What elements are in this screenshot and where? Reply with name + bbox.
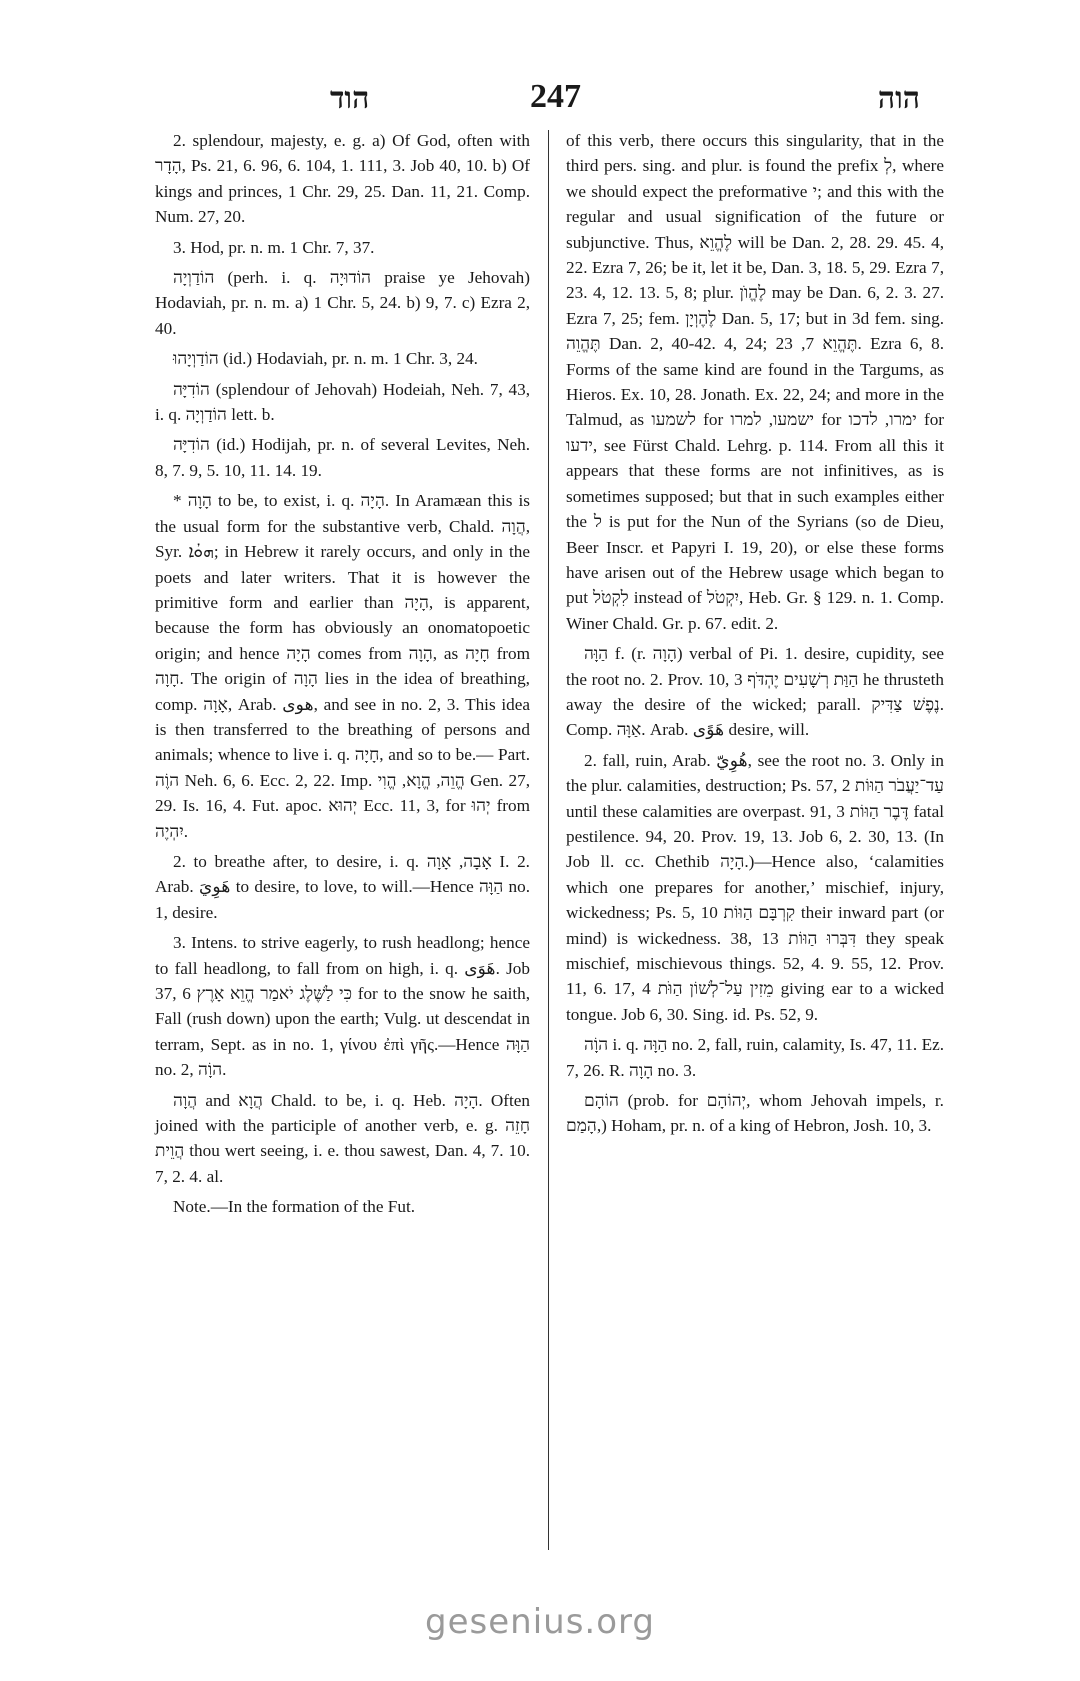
dictionary-entry: 3. Intens. to strive eagerly, to rush headlong; hence to fall headlong, to fall from on high, i. q. هَوَى. Job 37, 6 כִּי לַשֶּׁלֶג יֹאמַר הֱוֵא אָרֶץ for to the snow he saith, Fall (rush down) upon the earth; Vulg. ut descendat in terram, Sept. as in no. 1, γίνου ἐπὶ γῆς.—Hence הַוָּה no. 2, הוָֹה.	[155, 933, 531, 1080]
dictionary-entry: 2. to breathe after, to desire, i. q. אָבָה, אָוָה I. 2. Arab. هَوِيَ to desire, to love, to will.—Hence הַוָּה no. 1, desire.	[155, 851, 531, 922]
dictionary-entry: הַוָּה f. (r. הָוָה) verbal of Pi. 1. desire, cupidity, see the root no. 2. Prov. 10, 3 הַוַּת רְשָׁעִים יֶהְדֹּף he thrusteth away the desire of the wicked; parall. נֶפֶשׁ צַדִּיק. Comp. אַוָּה. Arab. هَوًى desire, will.	[566, 644, 945, 740]
dictionary-entry: הוָֹה i. q. הַוָּה no. 2, fall, ruin, calamity, Is. 47, 11. Ez. 7, 26. R. הָוָה no. 3.	[566, 1035, 944, 1080]
dictionary-entry: 2. fall, ruin, Arab. هُوِيّ, see the root no. 3. Only in the plur. calamities, destruction; Ps. 57, 2 עַד־יַעֲבֹר הַוּוֹת until these calamities are overpast. 91, 3 דֶּבֶר הַוּוֹת fatal pestilence. 94, 20. Prov. 19, 13. Job 6, 2. 30, 13. (In Job ll. cc. Chethib הָיָה.)—Hence also, ‘calamities which one prepares for another,’ mischief, injury, wickedness; Ps. 5, 10 קִרְבָּם הַוּוֹת their inward part (or mind) is wickedness. 38, 13 דִּבְּרוּ הַוּוֹת they speak mischief, mischievous things. 52, 4. 9. 55, 12. Prov. 11, 6. 17, 4 מֵזִין עַל־לְשׁוֹן הַוֹּת giving ear to a wicked tongue. Job 6, 30. Sing. id. Ps. 52, 9.	[566, 750, 945, 1024]
right-column	[566, 128, 944, 1144]
dictionary-entry: 2. splendour, majesty, e. g. a) Of God, often with הָדָר, Ps. 21, 6. 96, 6. 104, 1. 111, 3. Job 40, 10. b) Of kings and princes, 1 Chr. 29, 25. Dan. 11, 21. Comp. Num. 27, 20.	[155, 131, 530, 227]
header-right-word: הוה	[877, 82, 920, 115]
dictionary-entry: הֲוָה and הֲוָא Chald. to be, i. q. Heb. הָיָה. Often joined with the participle of another verb, e. g. חָזֵה הֲוֵית thou wert seeing, i. e. thou sawest, Dan. 4, 7. 10. 7, 2. 4. al.	[155, 1090, 530, 1186]
dictionary-entry: of this verb, there occurs this singularity, that in the third pers. sing. and plur. is found the prefix לְ, where we should expect the preformative י; and this with the regular and usual signification of the future or subjunctive. Thus, לֶהֱוֵא will be Dan. 2, 28. 29. 45. 4, 22. Ezra 7, 26; be it, let it be, Dan. 3, 18. 5, 29. Ezra 7, 23. 4, 12. 13. 5, 8; plur. לֶהֱוֺן may be Dan. 6, 2. 3. 27. Ezra 7, 25; fem. לֶהֶוְיָן Dan. 5, 17; but in 3d fem. sing. תֶּהֱוֵה Dan. 2, 40-42. 4, 24; תֶּהֱוֵא 7, 23. Ezra 6, 8. Forms of the same kind are found in the Targums, as Hieros. Ex. 10, 28. Jonath. Ex. 22, 24; and more in the Talmud, as לשמעו for ישמעו, למרו for ימרו, לדכו for ידעו, see Fürst Chald. Lehrg. p. 114. From all this it appears that these forms are not infinitives, as is sometimes supposed; but that in such examples either the ל is put for the Nun of the Syrians (so de Dieu, Beer Inscr. et Papyri I. 19, 20), or else these forms have arisen out of the Hebrew usage which began to put לִקְטֹל instead of יִקְטֹל, Heb. Gr. § 129. n. 1. Comp. Winer Chald. Gr. p. 67. edit. 2.	[566, 131, 945, 633]
page-header	[140, 78, 960, 128]
dictionary-entry: Note.—In the formation of the Fut.	[173, 1197, 416, 1217]
dictionary-entry: הוֹדַוְיָה (perh. i. q. הוֹדוּיָה praise ye Jehovah) Hodaviah, pr. n. m. a) 1 Chr. 5, 24. b) 9, 7. c) Ezra 2, 40.	[155, 268, 530, 338]
dictionary-entry: 3. Hod, pr. n. m. 1 Chr. 7, 37.	[173, 237, 375, 257]
dictionary-entry: הוֹהָם (prob. for יְהוֹהָם, whom Jehovah impels, r. הָמַם,) Hoham, pr. n. of a king of Hebron, Josh. 10, 3.	[566, 1091, 944, 1136]
header-left-word: הוד	[330, 82, 370, 115]
dictionary-entry: הוֹדַוְיָהוּ (id.) Hodaviah, pr. n. m. 1 Chr. 3, 24.	[173, 349, 478, 369]
left-column	[155, 128, 530, 1225]
page-number: 247	[530, 78, 581, 115]
watermark: gesenius.org	[425, 1602, 655, 1642]
column-divider	[548, 130, 549, 1550]
dictionary-entry: * הָוָה to be, to exist, i. q. הָיָה. In Aramæan this is the usual form for the substantive verb, Chald. הֲוָה, Syr. ܗܘܳܐ; in Hebrew it rarely occurs, and only in the poets and later writers. That it is however the primitive form and earlier than הָיָה, is apparent, because the form has obviously an onomatopoetic origin; and hence הָיָה comes from הָוָה, as חָיָה from חָוָה. The origin of הָוָה lies in the idea of breathing, comp. אָוָה, Arab. هوى, and see in no. 2, 3. This idea is then transferred to the breathing of persons and animals; whence to live i. q. חָיָה, and so to be.— Part. הוֶֹה Neh. 6, 6. Ecc. 2, 22. Imp. הֱוֵה, הֱוָא, הֱוִי Gen. 27, 29. Is. 16, 4. Fut. apoc. יְהוּא Ecc. 11, 3, for יְהוּ from יִהְיֶה.	[155, 491, 531, 841]
dictionary-entry: הוֹדִיָּה (id.) Hodijah, pr. n. of several Levites, Neh. 8, 7. 9, 5. 10, 11. 14. 19.	[155, 435, 530, 480]
dictionary-entry: הוֹדִיָּה (splendour of Jehovah) Hodeiah, Neh. 7, 43, i. q. הוֹדַוְיָה lett. b.	[155, 379, 530, 425]
